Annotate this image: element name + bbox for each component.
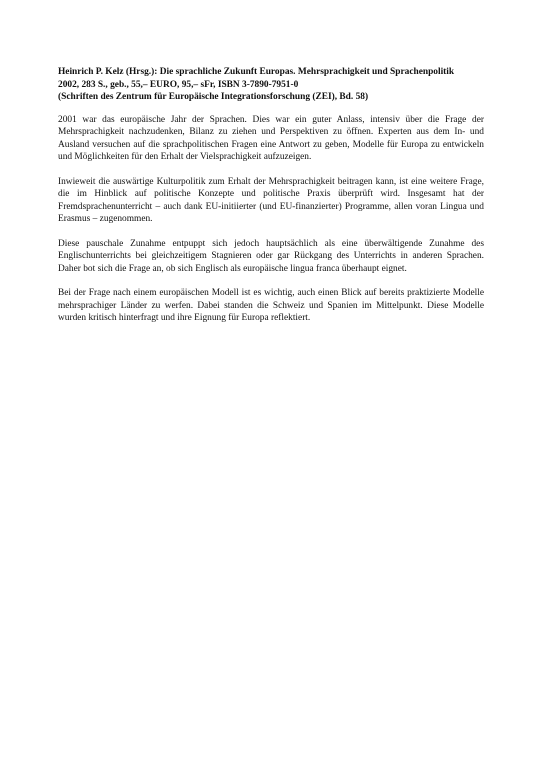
book-citation-header [58,66,484,104]
review-paragraph-3: Diese pauschale Zunahme entpuppt sich jedoch hauptsächlich als eine überwältigende Zunahme des Englischunterrichts bei gleichzeitigem Stagnieren oder gar Rückgang des Unterrichts in anderen Sprachen. Daher bot sich die Frage an, ob sich Englisch als europäische lingua franca überhaupt eignet. [58,238,484,274]
review-paragraph-4: Bei der Frage nach einem europäischen Modell ist es wichtig, auch einen Blick auf bereits praktizierte Modelle mehrsprachiger Länder zu werfen. Dabei standen die Schweiz und Spanien im Mittelpunkt. Diese Modelle wurden kritisch hinterfragt und ihre Eignung für Europa reflektiert. [58,288,484,323]
review-paragraph-1: 2001 war das europäische Jahr der Sprachen. Dies war ein guter Anlass, intensiv über die Frage der Mehrsprachigkeit nachzudenken, Bilanz zu ziehen und Perspektiven zu öffnen. Experten aus dem In- und Ausland versuchen auf die sprachpolitischen Fragen eine Antwort zu geben, Modelle für Europa zu entwickeln und Möglichkeiten für den Erhalt der Vielsprachigkeit aufzuzeigen. [58,114,484,162]
book-series: (Schriften des Zentrum für Europäische Integrationsforschung (ZEI), Bd. 58) [58,92,369,102]
book-review [58,66,484,337]
book-author-title: Heinrich P. Kelz (Hrsg.): Die sprachliche Zukunft Europas. Mehrsprachigkeit und Sprachenpolitik [58,67,455,77]
book-publication-details: 2002, 283 S., geb., 55,– EURO, 95,– sFr, ISBN 3-7890-7951-0 [58,79,299,90]
review-paragraph-2: Inwieweit die auswärtige Kulturpolitik zum Erhalt der Mehrsprachigkeit beitragen kann, ist eine weitere Frage, die im Hinblick auf politische Konzepte und politische Praxis überprüft wird. Insgesamt hat der Fremdsprachenunterricht – auch dank EU-initiierter (und EU-finanzierter) Programme, allen voran Lingua und Erasmus – zugenommen. [58,176,484,224]
